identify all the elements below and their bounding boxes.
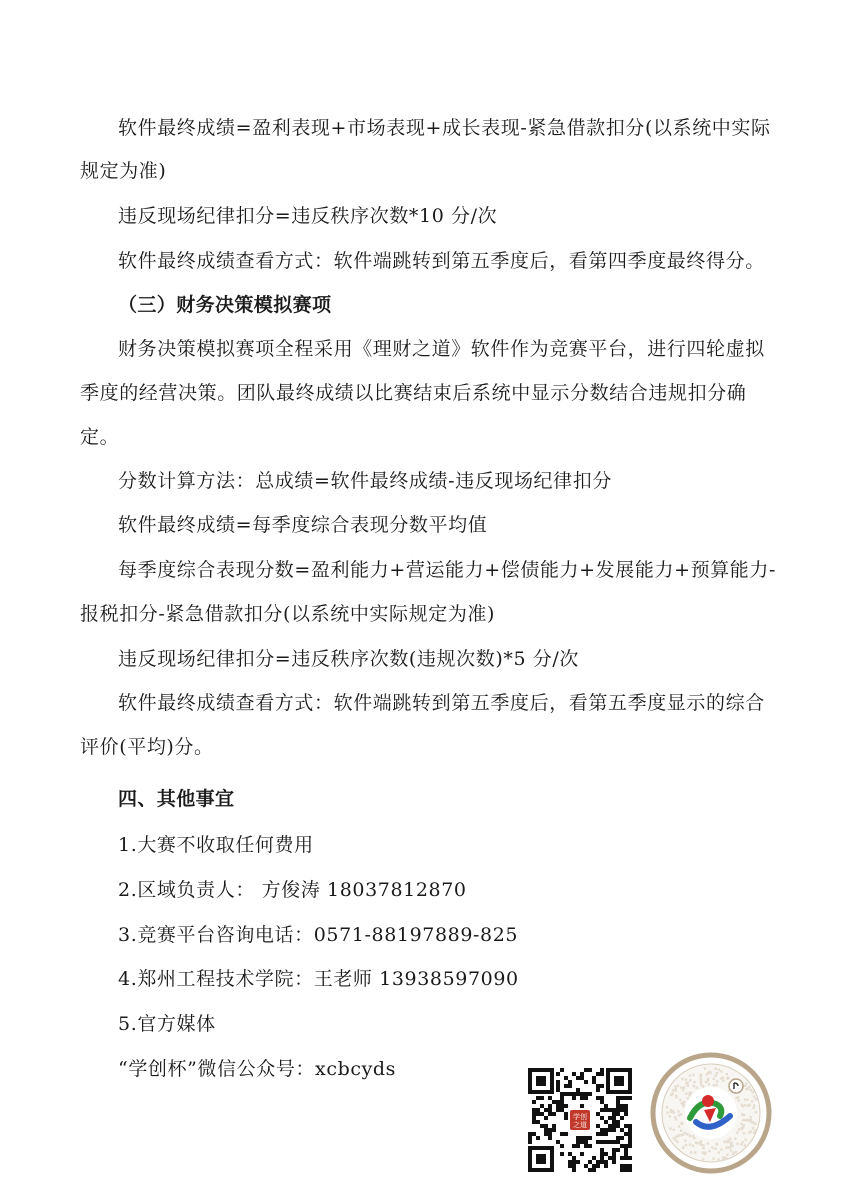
qr-badge-text-top: 学创 [573, 1113, 587, 1121]
discipline-deduction-2: 违反现场纪律扣分=违反秩序次数(违规次数)*5 分/次 [118, 648, 579, 670]
section4-heading: 四、其他事宜 [118, 788, 235, 810]
list-item-regional-contact: 2.区域负责人： 方俊涛 18037812870 [118, 879, 467, 901]
xuechuang-logo-icon [650, 1052, 772, 1174]
list-item-media: 5.官方媒体 [118, 1013, 216, 1035]
score-calculation: 分数计算方法：总成绩=软件最终成绩-违反现场纪律扣分 [118, 470, 612, 492]
qr-code-icon [528, 1068, 632, 1172]
score-view-method-2-line1: 软件最终成绩查看方式：软件端跳转到第五季度后，看第五季度显示的综合 [118, 692, 765, 714]
wechat-account: “学创杯”微信公众号：xcbcyds [118, 1058, 397, 1080]
section3-intro-line3: 定。 [80, 426, 120, 448]
section3-heading: （三）财务决策模拟赛项 [118, 294, 332, 316]
quarter-score-formula-line2: 报税扣分-紧急借款扣分(以系统中实际规定为准) [80, 603, 496, 625]
score-view-method: 软件最终成绩查看方式：软件端跳转到第五季度后，看第四季度最终得分。 [118, 250, 765, 272]
score-formula-line2: 规定为准) [80, 160, 167, 182]
score-formula-line1: 软件最终成绩=盈利表现+市场表现+成长表现-紧急借款扣分(以系统中实际 [118, 117, 771, 139]
qr-badge-text-bottom: 之道 [573, 1121, 587, 1129]
software-score-formula: 软件最终成绩=每季度综合表现分数平均值 [118, 514, 488, 536]
discipline-deduction: 违反现场纪律扣分=违反秩序次数*10 分/次 [118, 205, 498, 227]
list-item-platform-phone: 3.竞赛平台咨询电话：0571-88197889-825 [118, 924, 519, 946]
list-item-school-contact: 4.郑州工程技术学院：王老师 13938597090 [118, 968, 519, 990]
score-view-method-2-line2: 评价(平均)分。 [80, 736, 214, 758]
quarter-score-formula-line1: 每季度综合表现分数=盈利能力+营运能力+偿债能力+发展能力+预算能力- [118, 559, 777, 581]
section3-intro-line1: 财务决策模拟赛项全程采用《理财之道》软件作为竞赛平台，进行四轮虚拟 [118, 338, 765, 360]
section3-intro-line2: 季度的经营决策。团队最终成绩以比赛结束后系统中显示分数结合违规扣分确 [80, 382, 747, 404]
list-item-fees: 1.大赛不收取任何费用 [118, 834, 314, 856]
